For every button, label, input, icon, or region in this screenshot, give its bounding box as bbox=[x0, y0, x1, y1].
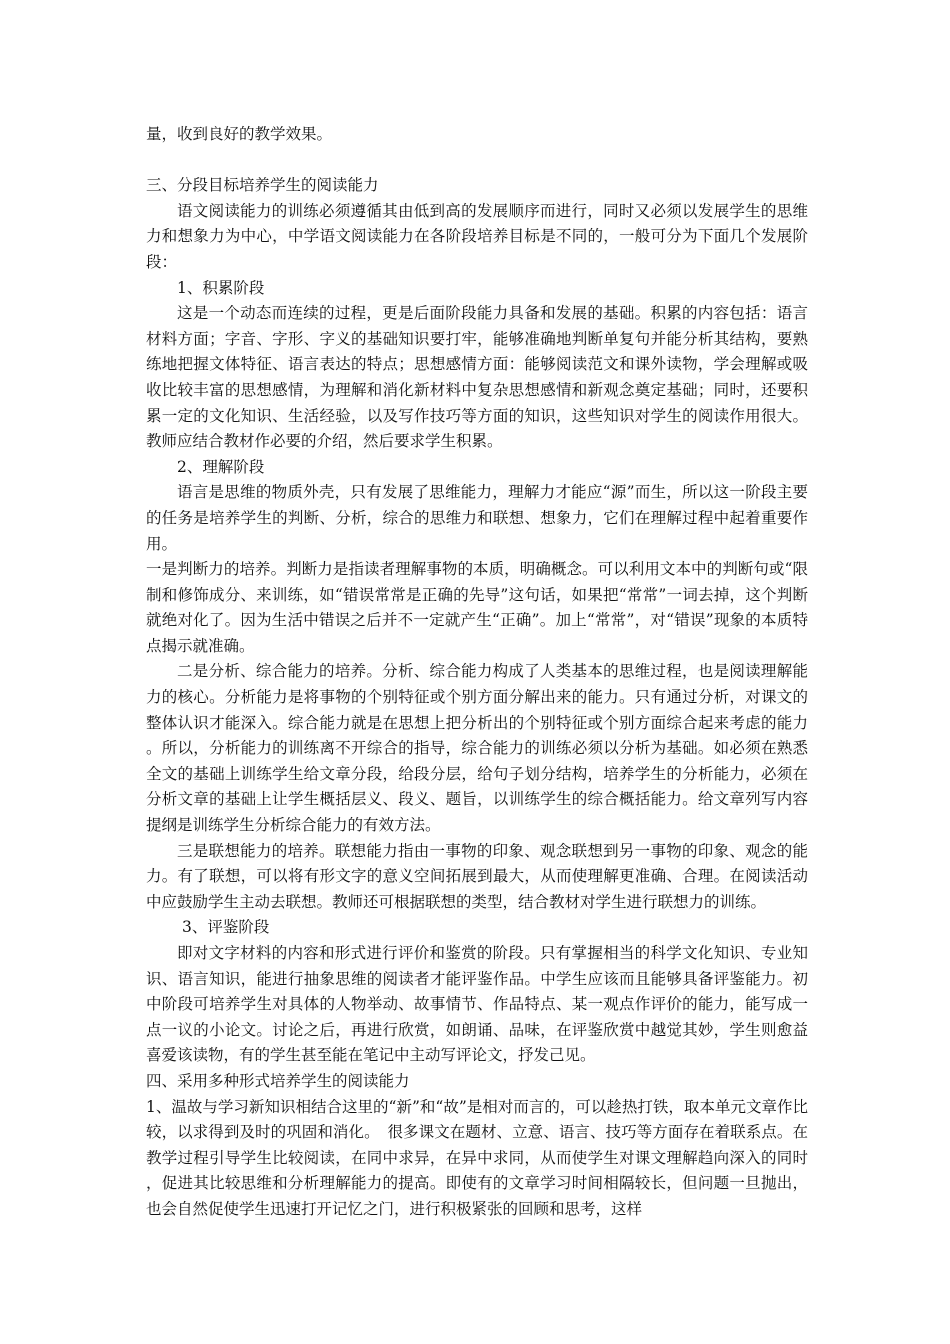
stage-1-heading: 1、积累阶段 bbox=[177, 278, 265, 297]
association-paragraph: 三是联想能力的培养。联想能力指由一事物的印象、观念联想到另一事物的印象、观念的能力。有了联想，可以将有形文字的意义空间拓展到最大，从而使理解更准确、合理。在阅读活动中应鼓励学生主动去联想。教师还可根据联想的类型，结合教材对学生进行联想力的训练。 bbox=[146, 841, 808, 911]
analysis-paragraph: 二是分析、综合能力的培养。分析、综合能力构成了人类基本的思维过程，也是阅读理解能力的核心。分析能力是将事物的个别特征或个别方面分解出来的能力。只有通过分析，对课文的整体认识才能深入。综合能力就是在思想上把分析出的个别特征或个别方面综合起来考虑的能力。所以，分析能力的训练离不开综合的指导，综合能力的训练必须以分析为基础。如必须在熟悉全文的基础上训练学生给文章分段，给段分层，给句子划分结构，培养学生的分析能力，必须在分析文章的基础上让学生概括层义、段义、题旨，以训练学生的综合概括能力。给文章列写内容提纲是训练学生分析综合能力的有效方法。 bbox=[146, 662, 808, 835]
section-heading-3: 三、分段目标培养学生的阅读能力 bbox=[146, 176, 379, 195]
stage-2-heading: 2、理解阶段 bbox=[177, 457, 265, 476]
method-1-paragraph: 1、温故与学习新知识相结合这里的“新”和“故”是相对而言的，可以趁热打铁，取本单元文章作比较，以求得到及时的巩固和消化。 很多课文在题材、立意、语言、技巧等方面存在着联系点。在教学过程引导学生比较阅读，在同中求异，在异中求同，从而使学生对课文理解趋向深入的同时，促进其比较思维和分析理解能力的提高。即使有的文章学习时间相隔较长，但问题一旦抛出，也会自然促使学生迅速打开记忆之门，进行积极紧张的回顾和思考，这样 bbox=[146, 1097, 808, 1218]
blank-line bbox=[146, 148, 808, 174]
judgment-paragraph: 一是判断力的培养。判断力是指读者理解事物的本质，明确概念。可以利用文本中的判断句或“限制和修饰成分、来训练，如“错误常常是正确的先导”这句话，如果把“常常”一词去掉，这个判断就绝对化了。因为生活中错误之后并不一定就产生“正确”。加上“常常”，对“错误”现象的本质特点揭示就准确。 bbox=[146, 560, 808, 655]
stage-2-paragraph: 语言是思维的物质外壳，只有发展了思维能力，理解力才能应“源”而生，所以这一阶段主要的任务是培养学生的判断、分析，综合的思维力和联想、想象力，它们在理解过程中起着重要作用。 bbox=[146, 483, 808, 553]
stage-3-heading: 3、评鉴阶段 bbox=[182, 918, 270, 937]
section-heading-4: 四、采用多种形式培养学生的阅读能力 bbox=[146, 1071, 410, 1090]
stage-3-paragraph: 即对文字材料的内容和形式进行评价和鉴赏的阶段。只有掌握相当的科学文化知识、专业知识、语言知识，能进行抽象思维的阅读者才能评鉴作品。中学生应该而且能够具备评鉴能力。初中阶段可培养学生对具体的人物举动、故事情节、作品特点、某一观点作评价的能力，能写成一点一议的小论文。讨论之后，再进行欣赏，如朗诵、品味，在评鉴欣赏中越觉其妙，学生则愈益喜爱该读物，有的学生甚至能在笔记中主动写评论文，抒发己见。 bbox=[146, 944, 808, 1065]
intro-paragraph: 语文阅读能力的训练必须遵循其由低到高的发展顺序而进行，同时又必须以发展学生的思维力和想象力为中心，中学语文阅读能力在各阶段培养目标是不同的，一般可分为下面几个发展阶段： bbox=[146, 201, 808, 271]
stage-1-paragraph: 这是一个动态而连续的过程，更是后面阶段能力具备和发展的基础。积累的内容包括：语言材料方面；字音、字形、字义的基础知识要打牢，能够准确地判断单复句并能分析其结构，要熟练地把握文体特征、语言表达的特点；思想感情方面：能够阅读范文和课外读物，学会理解或吸收比较丰富的思想感情，为理解和消化新材料中复杂思想感情和新观念奠定基础；同时，还要积累一定的文化知识、生活经验，以及写作技巧等方面的知识，这些知识对学生的阅读作用很大。教师应结合教材作必要的介绍，然后要求学生积累。 bbox=[146, 304, 808, 451]
document-page bbox=[146, 122, 808, 1223]
continued-paragraph: 量，收到良好的教学效果。 bbox=[146, 125, 333, 143]
